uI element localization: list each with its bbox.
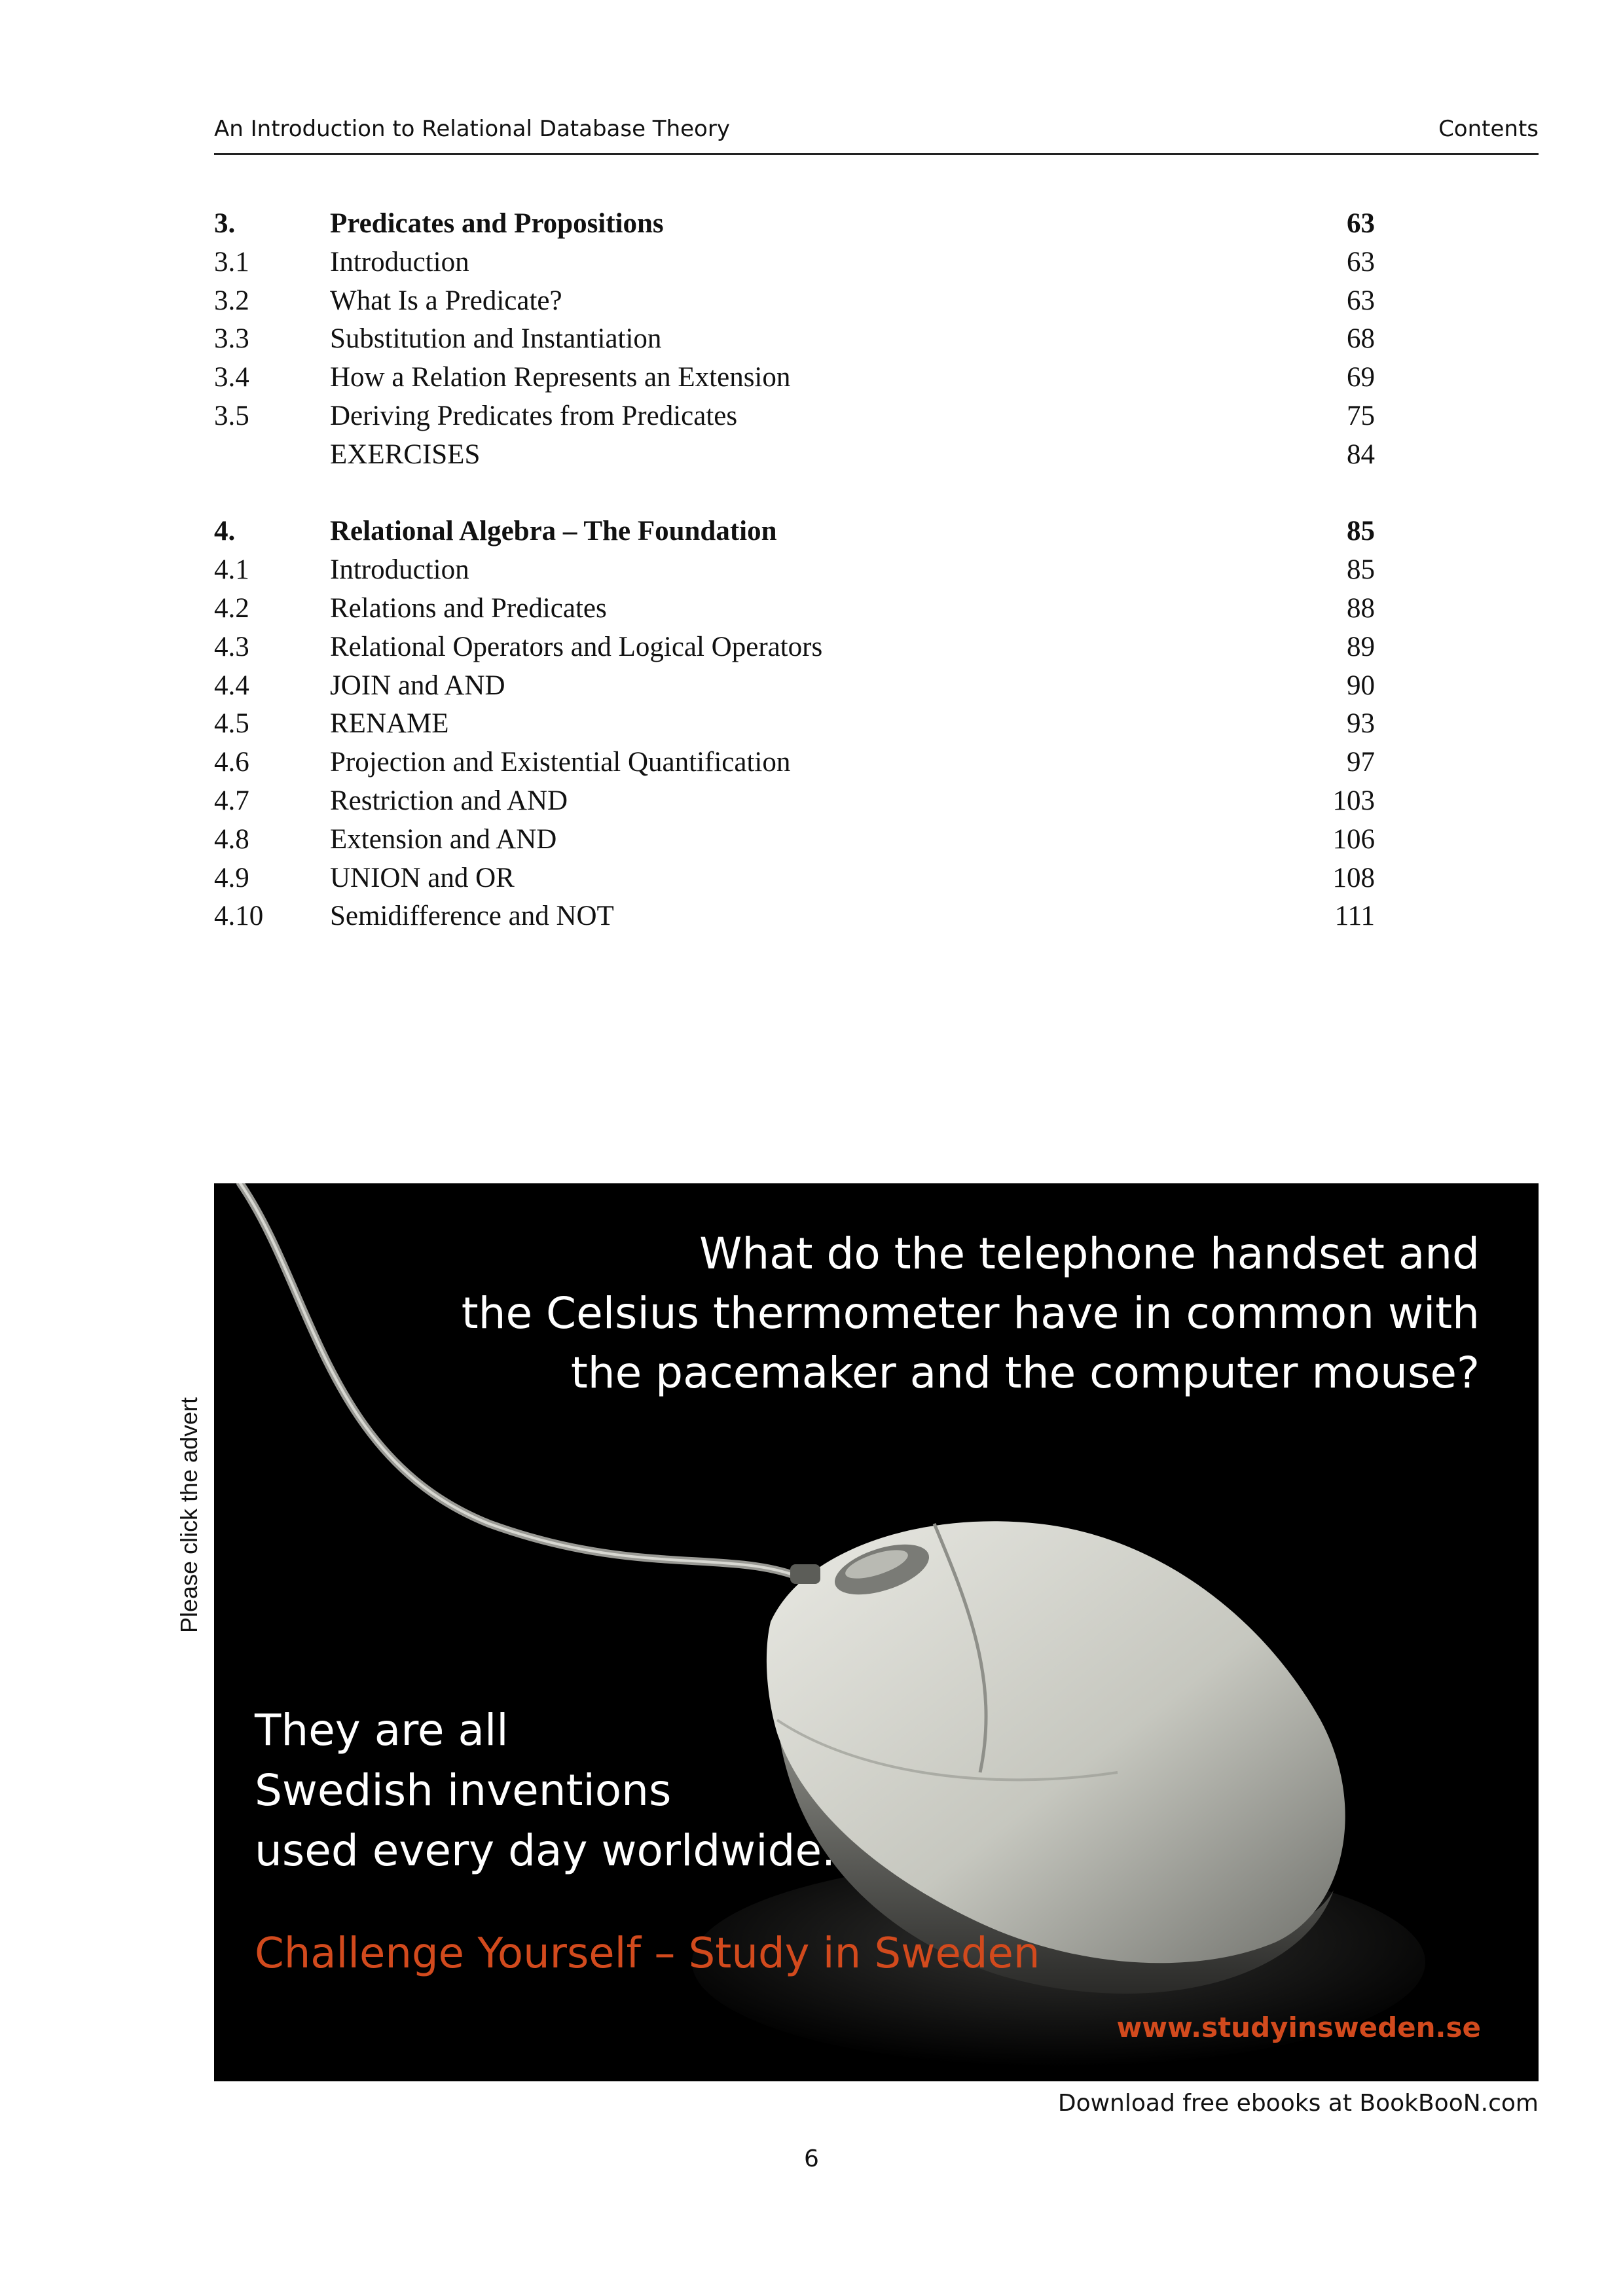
chapter-number: 3. <box>214 208 236 239</box>
entry-title: What Is a Predicate? <box>330 285 562 316</box>
chapter-title: Predicates and Propositions <box>330 208 664 239</box>
chapter-page: 85 <box>1347 516 1375 547</box>
entry-number: 4.2 <box>214 592 249 624</box>
entry-page: 63 <box>1347 246 1375 278</box>
entry-number: 4.10 <box>214 901 264 932</box>
running-header <box>214 113 1539 145</box>
entry-number: 4.1 <box>214 554 249 586</box>
entry-page: 88 <box>1347 592 1375 624</box>
entry-title: Extension and AND <box>330 823 557 855</box>
headline-line: the Celsius thermometer have in common with <box>461 1288 1480 1338</box>
entry-title: RENAME <box>330 708 449 740</box>
advert-url-link[interactable]: www.studyinsweden.se <box>1116 2011 1481 2043</box>
entry-number: 4.9 <box>214 862 249 893</box>
entry-number: 4.3 <box>214 631 249 662</box>
entry-title: Restriction and AND <box>330 785 568 816</box>
chapter-number: 4. <box>214 516 236 547</box>
advert-headline <box>462 1224 1480 1403</box>
page-number: 6 <box>804 2145 819 2172</box>
advert-body <box>255 1700 835 1881</box>
toc-entry[interactable] <box>214 782 1375 821</box>
entry-page: 93 <box>1347 708 1375 740</box>
toc-entry[interactable] <box>214 590 1375 628</box>
entry-title: Projection and Existential Quantification <box>330 747 791 778</box>
body-line: Swedish inventions <box>255 1765 672 1816</box>
toc-entry[interactable] <box>214 859 1375 898</box>
study-in-sweden-advert[interactable] <box>214 1183 1539 2081</box>
entry-title: UNION and OR <box>330 862 515 893</box>
header-rule <box>214 153 1539 155</box>
toc-entry[interactable] <box>214 628 1375 667</box>
headline-line: the pacemaker and the computer mouse? <box>570 1348 1480 1398</box>
toc-entry-exercises[interactable] <box>214 436 1375 475</box>
entry-page: 75 <box>1347 400 1375 431</box>
entry-number: 4.8 <box>214 823 249 855</box>
entry-number: 4.6 <box>214 747 249 778</box>
toc-entry[interactable] <box>214 243 1375 282</box>
entry-title: Introduction <box>330 246 469 278</box>
entry-number: 4.4 <box>214 670 249 701</box>
toc-entry[interactable] <box>214 359 1375 397</box>
entry-title: Relational Operators and Logical Operators <box>330 631 823 662</box>
table-of-contents <box>214 205 1375 936</box>
toc-entry[interactable] <box>214 744 1375 782</box>
advert-call-to-action: Challenge Yourself – Study in Sweden <box>255 1929 1040 1978</box>
entry-number: 3.4 <box>214 362 249 393</box>
spacer <box>214 475 1375 513</box>
advert-side-note: Please click the advert <box>175 1397 202 1633</box>
entry-number: 4.7 <box>214 785 249 816</box>
chapter-page: 63 <box>1347 208 1375 239</box>
toc-entry[interactable] <box>214 397 1375 436</box>
download-note: Download free ebooks at BookBooN.com <box>1057 2090 1539 2117</box>
entry-page: 103 <box>1332 785 1375 816</box>
toc-chapter-3[interactable] <box>214 205 1375 243</box>
chapter-title: Relational Algebra – The Foundation <box>330 516 777 547</box>
entry-page: 97 <box>1347 747 1375 778</box>
toc-chapter-4[interactable] <box>214 512 1375 551</box>
toc-entry[interactable] <box>214 897 1375 936</box>
toc-entry[interactable] <box>214 705 1375 744</box>
entry-page: 85 <box>1347 554 1375 586</box>
entry-title: Semidifference and NOT <box>330 901 614 932</box>
toc-entry[interactable] <box>214 320 1375 359</box>
entry-page: 84 <box>1347 439 1375 470</box>
entry-number: 3.2 <box>214 285 249 316</box>
toc-entry[interactable] <box>214 667 1375 706</box>
entry-title: JOIN and AND <box>330 670 505 701</box>
entry-page: 90 <box>1347 670 1375 701</box>
entry-title: Introduction <box>330 554 469 586</box>
entry-page: 111 <box>1334 901 1375 932</box>
entry-page: 106 <box>1332 823 1375 855</box>
headline-line: What do the telephone handset and <box>699 1229 1480 1279</box>
entry-number: 3.1 <box>214 246 249 278</box>
toc-entry[interactable] <box>214 821 1375 859</box>
entry-title: Substitution and Instantiation <box>330 323 662 355</box>
mouse-cable-plug <box>790 1564 820 1584</box>
entry-number: 4.5 <box>214 708 249 740</box>
body-line: They are all <box>255 1705 509 1755</box>
entry-page: 108 <box>1332 862 1375 893</box>
entry-page: 89 <box>1347 631 1375 662</box>
entry-page: 68 <box>1347 323 1375 355</box>
entry-number: 3.5 <box>214 400 249 431</box>
section-label: Contents <box>1438 116 1539 142</box>
entry-title: How a Relation Represents an Extension <box>330 362 791 393</box>
entry-number: 3.3 <box>214 323 249 355</box>
entry-title: Relations and Predicates <box>330 592 607 624</box>
entry-page: 63 <box>1347 285 1375 316</box>
body-line: used every day worldwide. <box>255 1825 836 1876</box>
entry-page: 69 <box>1347 362 1375 393</box>
entry-title: Deriving Predicates from Predicates <box>330 400 738 431</box>
book-title: An Introduction to Relational Database Theory <box>214 116 730 142</box>
toc-entry[interactable] <box>214 551 1375 590</box>
entry-title: EXERCISES <box>330 439 481 470</box>
toc-entry[interactable] <box>214 282 1375 321</box>
